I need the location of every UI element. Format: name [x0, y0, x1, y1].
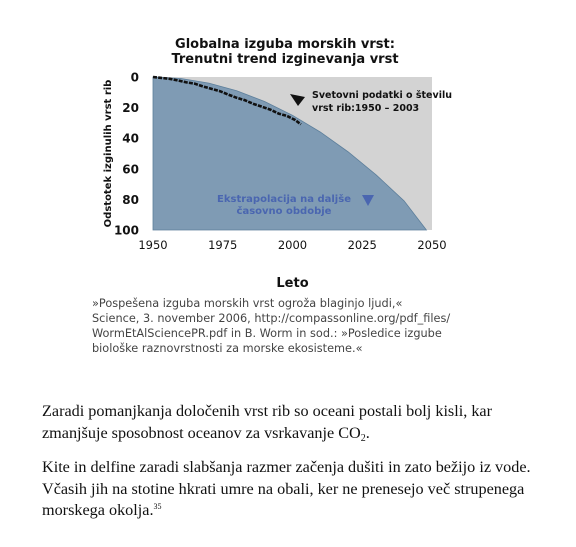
x-tick-2000: 2000 [277, 238, 308, 252]
paragraph-2-line-3-text: morskega okolja. [42, 501, 154, 519]
y-tick-80: 80 [122, 192, 139, 207]
caption-line-2: Science, 3. november 2006, http://compassonline.org/pdf_files/ [92, 312, 451, 325]
y-axis-ticks [114, 71, 139, 238]
x-tick-1950: 1950 [138, 238, 168, 252]
y-axis-label: Odstotek izginulih vrst rib [103, 79, 114, 228]
x-axis-ticks [138, 238, 446, 252]
co2-subscript: 2 [360, 432, 366, 444]
paragraph-1-line-2 [42, 423, 556, 445]
extrapolation-annotation-label: Ekstrapolacija na daljše časovno obdobje [217, 194, 351, 217]
chart-title-line-1: Globalna izguba morskih vrst: [175, 37, 395, 52]
caption-line-1: »Pospešena izguba morskih vrst ogroža blaginjo ljudi,« [92, 297, 403, 310]
x-tick-2025: 2025 [347, 238, 377, 252]
y-tick-100: 100 [113, 223, 139, 238]
y-tick-60: 60 [122, 162, 139, 177]
chart-title-line-2: Trenutni trend izginevanja vrst [171, 52, 399, 67]
paragraph-1-line-2-text: zmanjšuje sposobnost oceanov za vsrkavanje CO [42, 423, 361, 442]
paragraph-1-line-1: Zaradi pomanjkanja določenih vrst rib so oceani postali bolj kisli, kar [42, 402, 492, 420]
y-tick-40: 40 [122, 131, 139, 146]
paragraph-2-line-2: Včasih jih na stotine hkrati umre na obali, ker ne prenesejo več strupenega [42, 479, 525, 498]
x-tick-2050: 2050 [417, 238, 447, 252]
x-tick-1975: 1975 [208, 238, 238, 252]
paragraph-whales-dolphins [42, 457, 556, 522]
chart-title [120, 37, 450, 67]
source-caption [92, 296, 488, 356]
caption-line-4: biološke raznovrstnosti za morske ekosisteme.« [92, 342, 363, 355]
paragraph-1-line-2-end: . [365, 423, 370, 442]
y-tick-0: 0 [130, 70, 139, 85]
x-axis-label: Leto [276, 276, 309, 291]
paragraph-2-line-3 [42, 500, 556, 522]
paragraph-2-line-1: Kite in delfine zaradi slabšanja razmer začenja dušiti in zato bežijo iz vode. [42, 458, 531, 476]
footnote-marker: 35 [153, 502, 162, 511]
data-annotation-label: Svetovni podatki o številu vrst rib:1950 – 2003 [312, 90, 452, 114]
caption-line-3: WormEtAlSciencePR.pdf in B. Worm in sod.: »Posledice izgube [92, 327, 442, 340]
paragraph-acidity [42, 401, 556, 444]
y-tick-20: 20 [122, 101, 139, 116]
